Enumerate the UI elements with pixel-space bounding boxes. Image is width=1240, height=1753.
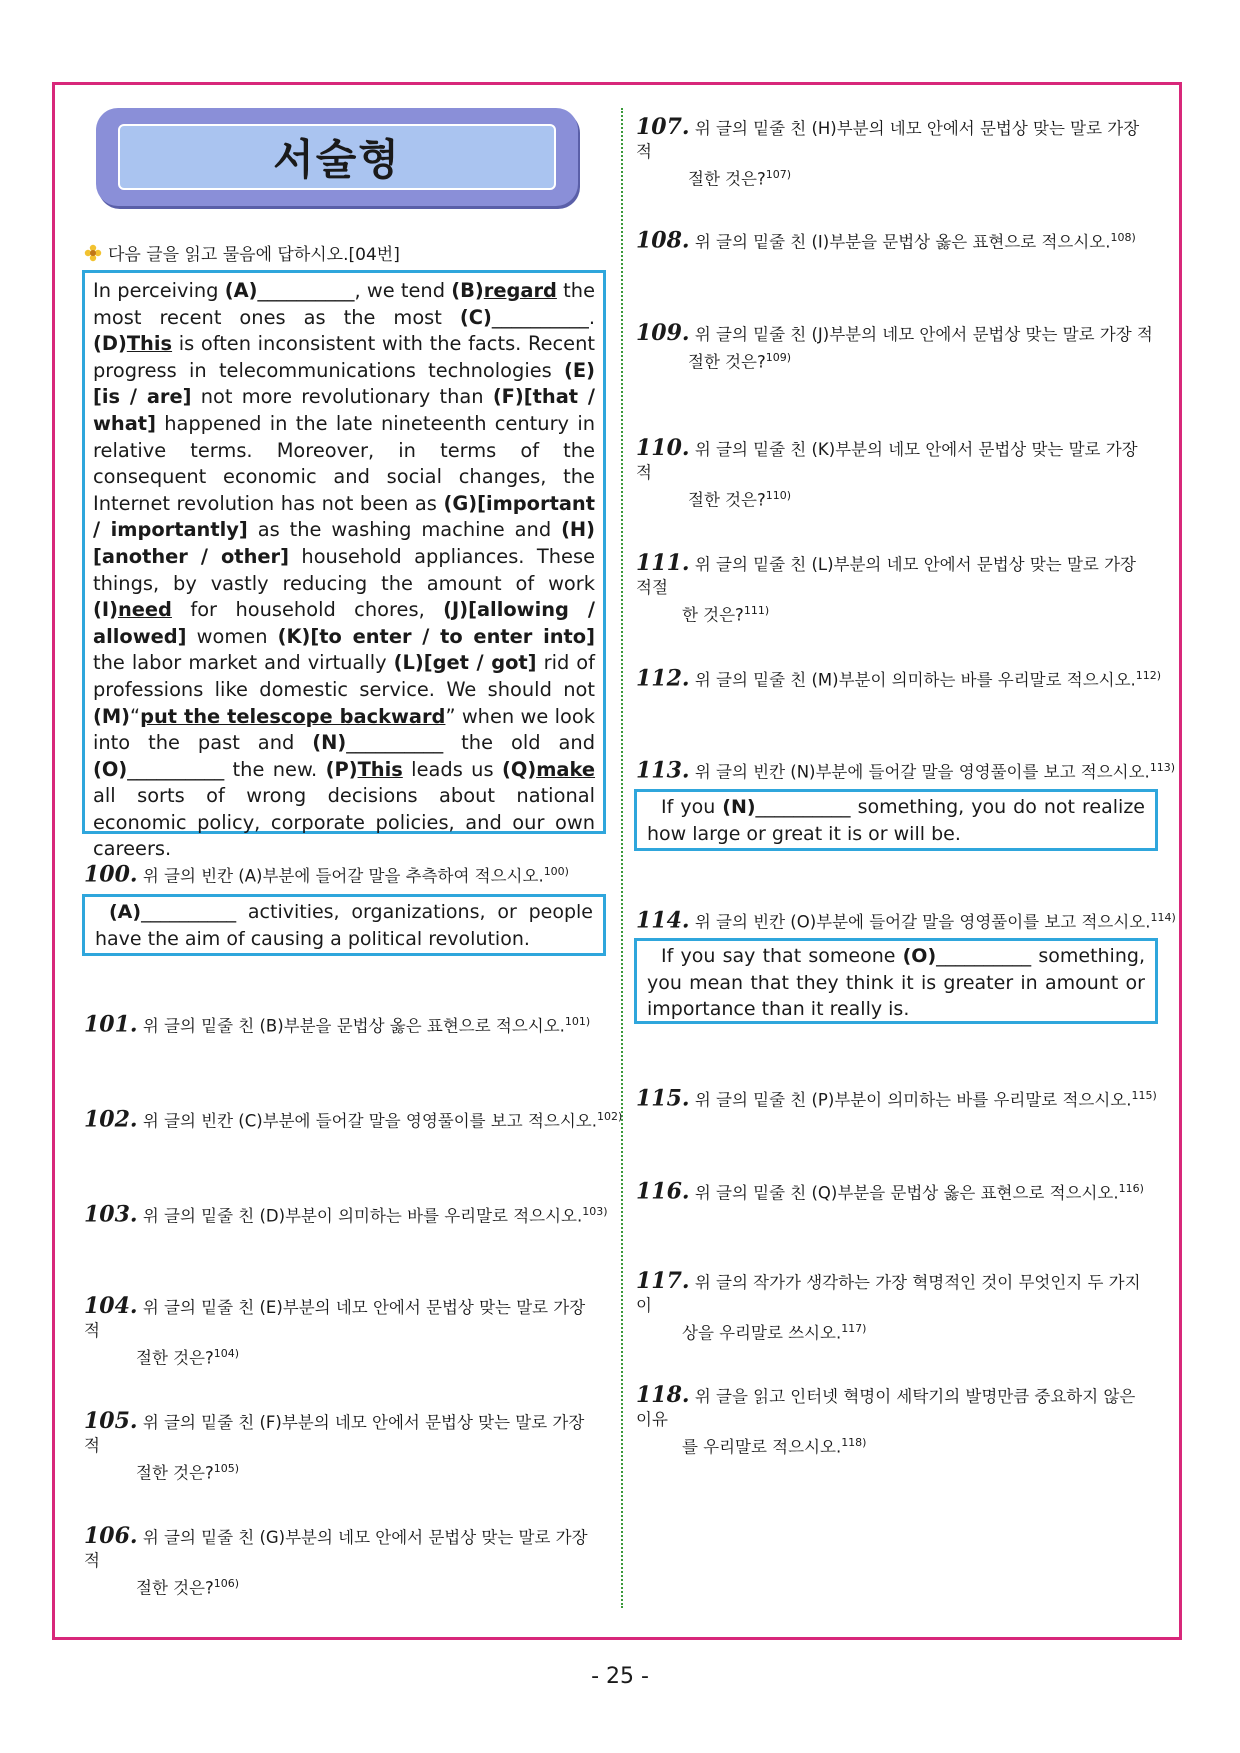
question-109: 109. 위 글의 밑줄 친 (J)부분의 네모 안에서 문법상 맞는 말로 가장 적 절한 것은?$^{109)}$ <box>636 320 1153 372</box>
question-115: 115. 위 글의 밑줄 친 (P)부분이 의미하는 바를 우리말로 적으시오.$^{115)}$ <box>636 1085 1157 1112</box>
question-105: 105. 위 글의 밑줄 친 (F)부분의 네모 안에서 문법상 맞는 말로 가장 적 절한 것은?$^{105)}$ <box>84 1408 585 1483</box>
question-108: 108. 위 글의 밑줄 친 (I)부분을 문법상 옳은 표현으로 적으시오.$^{108)}$ <box>636 227 1136 254</box>
question-112: 112. 위 글의 밑줄 친 (M)부분이 의미하는 바를 우리말로 적으시오.$^{112)}$ <box>636 665 1162 692</box>
page-title: 서술형 <box>273 135 401 184</box>
instruction <box>84 240 400 265</box>
question-104: 104. 위 글의 밑줄 친 (E)부분의 네모 안에서 문법상 맞는 말로 가장 적 절한 것은?$^{104)}$ <box>84 1293 586 1368</box>
question-116: 116. 위 글의 밑줄 친 (Q)부분을 문법상 옳은 표현으로 적으시오.$^{116)}$ <box>636 1178 1144 1205</box>
question-118: 118. 위 글을 읽고 인터넷 혁명이 세탁기의 발명만큼 중요하지 않은 이유 를 우리말로 적으시오.$^{118)}$ <box>636 1382 1136 1457</box>
definition-box-o: If you say that someone (O)__________ something, you mean that they think it is greater in amount or importance than it really is. <box>634 938 1158 1024</box>
question-111: 111. 위 글의 밑줄 친 (L)부분의 네모 안에서 문법상 맞는 말로 가장 적절 한 것은?$^{111)}$ <box>636 550 1136 625</box>
title-badge <box>96 108 578 206</box>
passage-box: In perceiving (A)__________, we tend (B)regard the most recent ones as the most (C)__________. (D)This is often inconsistent with the facts. Recent progress in telecommunications technologies (E)[is / are] not more revolutionary than (F)[that / what] happened in the late nineteenth century in relative terms. Moreover, in terms of the consequent economic and social changes, the Internet revolution has not been as (G)[important / importantly] as the washing machine and (H)[another / other] household appliances. These things, by vastly reducing the amount of work (I)need for household chores, (J)[allowing / allowed] women (K)[to enter / to enter into] the labor market and virtually (L)[get / got] rid of professions like domestic service. We should not (M)“put the telescope backward” when we look into the past and (N)__________ the old and (O)__________ the new. (P)This leads us (Q)make all sorts of wrong decisions about national economic policy, corporate policies, and our own careers. <box>82 270 606 834</box>
instruction-text: 다음 글을 읽고 물음에 답하시오.[04번] <box>108 245 400 265</box>
question-110: 110. 위 글의 밑줄 친 (K)부분의 네모 안에서 문법상 맞는 말로 가장 적 절한 것은?$^{110)}$ <box>636 435 1138 510</box>
question-101: 101. 위 글의 밑줄 친 (B)부분을 문법상 옳은 표현으로 적으시오.$^{101)}$ <box>84 1011 591 1038</box>
definition-box-n: If you (N)__________ something, you do not realize how large or great it is or will be. <box>634 789 1158 851</box>
question-114: 114. 위 글의 빈칸 (O)부분에 들어갈 말을 영영풀이를 보고 적으시오.$^{114)}$ <box>636 907 1176 934</box>
page-number: - 25 - <box>591 1664 649 1689</box>
question-107: 107. 위 글의 밑줄 친 (H)부분의 네모 안에서 문법상 맞는 말로 가장 적 절한 것은?$^{107)}$ <box>636 114 1140 189</box>
column-divider <box>621 108 623 1608</box>
flower-icon <box>84 244 102 262</box>
question-117: 117. 위 글의 작가가 생각하는 가장 혁명적인 것이 무엇인지 두 가지 이 상을 우리말로 쓰시오.$^{117)}$ <box>636 1268 1141 1343</box>
question-102: 102. 위 글의 빈칸 (C)부분에 들어갈 말을 영영풀이를 보고 적으시오.$^{102)}$ <box>84 1106 623 1133</box>
definition-box-a: (A)__________ activities, organizations, or people have the aim of causing a political revolution. <box>82 894 606 956</box>
question-100: 100. 위 글의 빈칸 (A)부분에 들어갈 말을 추측하여 적으시오.$^{100)}$ <box>84 861 569 888</box>
title-inner <box>118 124 556 190</box>
question-106: 106. 위 글의 밑줄 친 (G)부분의 네모 안에서 문법상 맞는 말로 가장 적 절한 것은?$^{106)}$ <box>84 1523 588 1598</box>
question-113: 113. 위 글의 빈칸 (N)부분에 들어갈 말을 영영풀이를 보고 적으시오.$^{113)}$ <box>636 757 1176 784</box>
question-103: 103. 위 글의 밑줄 친 (D)부분이 의미하는 바를 우리말로 적으시오.$^{103)}$ <box>84 1201 608 1228</box>
